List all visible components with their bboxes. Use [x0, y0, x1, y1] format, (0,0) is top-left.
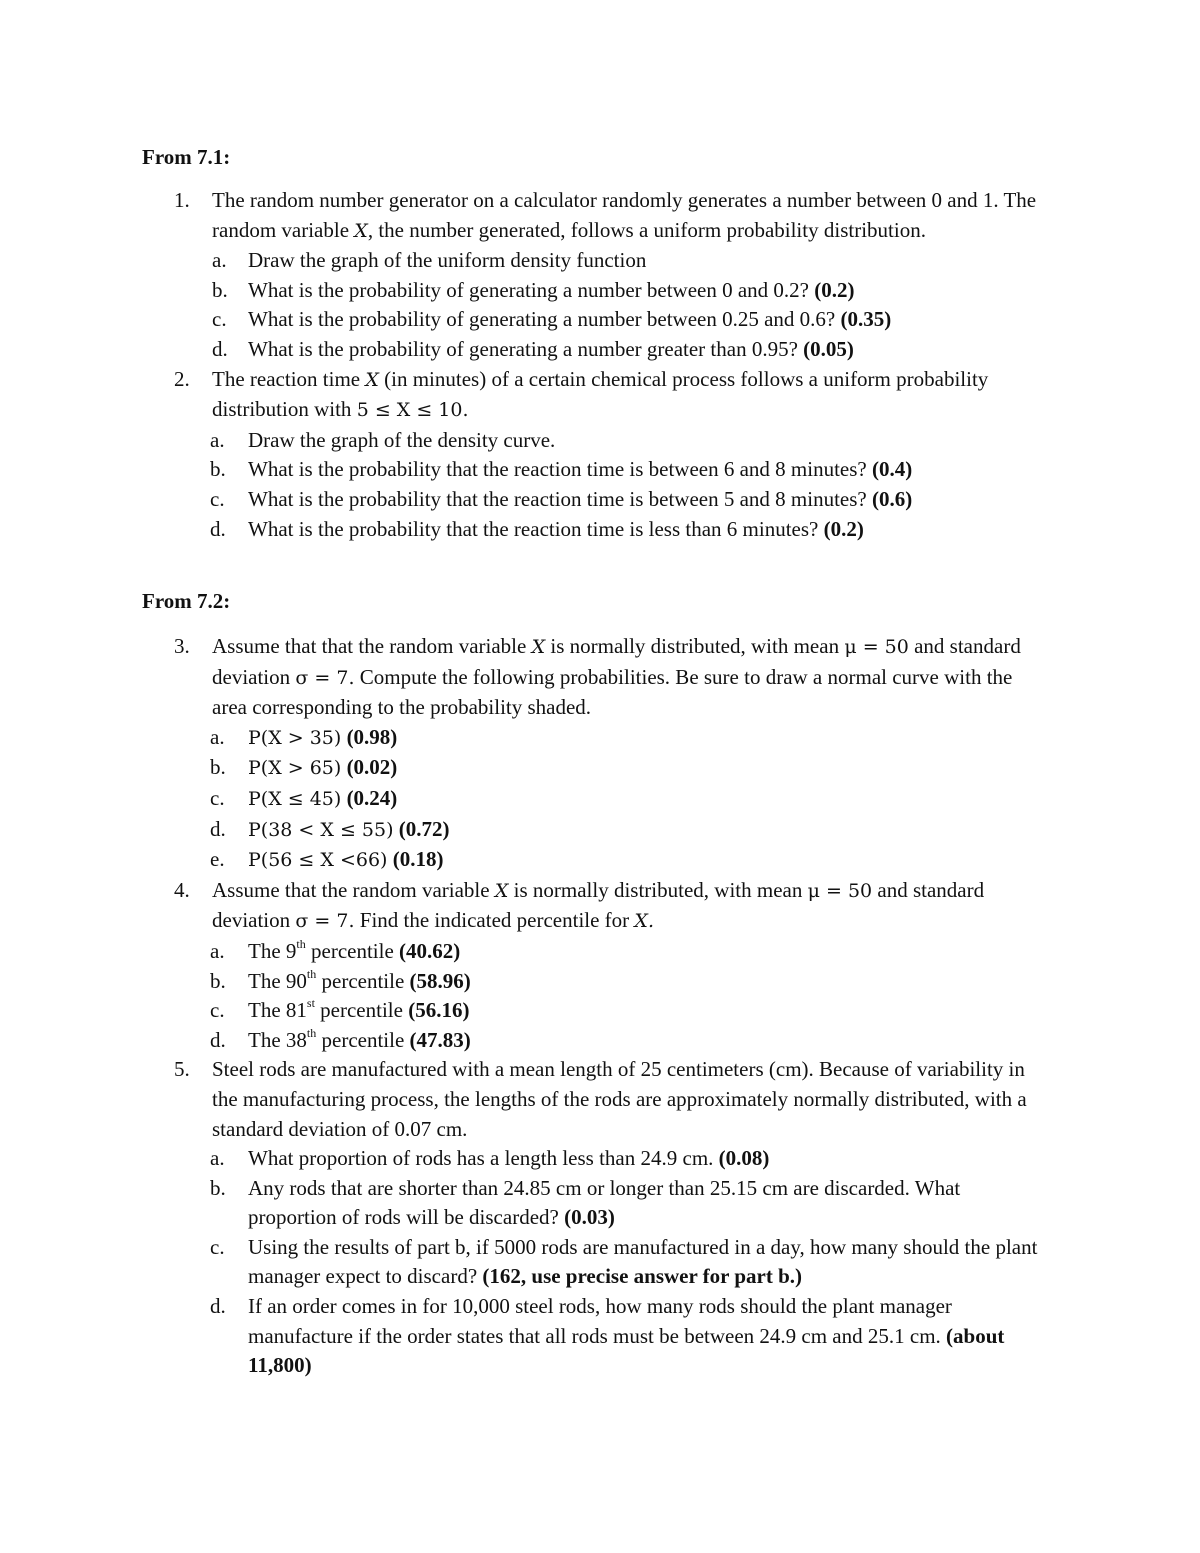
subquestion-letter: a.	[212, 248, 227, 273]
answer: (0.72)	[398, 816, 450, 841]
math-sd: σ = 7.	[295, 666, 355, 689]
question-4	[142, 876, 1042, 1056]
subquestion-letter: b.	[210, 968, 226, 993]
answer: (0.4)	[872, 457, 913, 482]
subquestion	[176, 1174, 1042, 1233]
subquestion	[176, 996, 1042, 1026]
subquestion-letter: c.	[210, 1234, 225, 1259]
answer: (40.62)	[399, 938, 461, 963]
subquestion	[176, 426, 1042, 456]
probability-expression: P(X > 35)	[248, 726, 342, 749]
question-3	[142, 632, 1042, 876]
math-variable: X	[494, 879, 509, 902]
subquestion-letter: c.	[210, 785, 225, 810]
subquestion-letter: b.	[212, 277, 228, 302]
ordinal-suffix: st	[306, 996, 315, 1011]
answer: (0.08)	[718, 1146, 770, 1171]
percentile-word: percentile	[321, 1027, 405, 1052]
subquestion-letter: c.	[210, 998, 225, 1023]
question-text-cont: is normally distributed, with mean	[550, 634, 840, 658]
subquestion	[176, 1144, 1042, 1174]
question-text-cont: and standard deviation	[212, 634, 1021, 689]
subquestion-letter: b.	[210, 755, 226, 780]
ordinal-suffix: th	[296, 936, 306, 951]
subquestion-text: What is the probability that the reaction time is less than 6 minutes?	[248, 516, 819, 541]
subquestion-letter: a.	[210, 724, 225, 749]
subquestion-list	[176, 937, 1042, 1055]
answer: (162, use precise answer for part b.)	[482, 1264, 803, 1289]
subquestion-letter: e.	[210, 847, 225, 872]
question-text: Assume that that the random variable	[212, 634, 527, 658]
subquestion-list	[176, 723, 1042, 876]
subquestion-text: What is the probability that the reaction time is between 6 and 8 minutes?	[248, 457, 867, 482]
math-mean: μ = 50	[807, 879, 873, 902]
subquestion	[176, 455, 1042, 485]
subquestion	[176, 937, 1042, 967]
math-mean: μ = 50	[844, 636, 909, 658]
question-1	[142, 186, 1042, 365]
answer: (about 11,800)	[248, 1323, 1005, 1378]
question-text-cont: and standard deviation	[212, 877, 985, 933]
answer: (0.05)	[803, 336, 854, 361]
subquestion	[176, 967, 1042, 997]
subquestion-letter: a.	[210, 1146, 225, 1171]
subquestion	[176, 753, 1042, 784]
subquestion	[176, 515, 1042, 545]
answer: (0.24)	[346, 785, 398, 810]
answer: (0.02)	[346, 755, 398, 780]
ordinal-suffix: th	[306, 1025, 317, 1040]
answer: (0.2)	[823, 516, 864, 541]
subquestion-letter: d.	[210, 1294, 226, 1319]
section-7-1-questions	[142, 186, 1042, 544]
percentile-label: The 9	[248, 938, 297, 963]
answer: (0.18)	[392, 847, 444, 872]
percentile-label: The 38	[248, 1027, 307, 1052]
section-heading-7-2: From 7.2:	[142, 589, 231, 613]
subquestion-letter: c.	[212, 307, 227, 332]
subquestion-letter: b.	[210, 1175, 226, 1200]
subquestion-text: What is the probability of generating a number between 0.25 and 0.6?	[248, 307, 836, 332]
answer: (58.96)	[409, 968, 471, 993]
answer: (0.98)	[346, 724, 398, 749]
math-variable: X	[365, 368, 379, 391]
math-variable: X	[531, 636, 546, 658]
subquestion	[176, 815, 1042, 846]
subquestion-list	[176, 1144, 1042, 1381]
subquestion	[212, 276, 1042, 306]
question-text-cont: is normally distributed, with mean	[513, 877, 803, 902]
subquestion-letter: d.	[210, 816, 226, 841]
subquestion-text: What is the probability of generating a number between 0 and 0.2?	[248, 277, 809, 302]
subquestion-letter: b.	[210, 457, 226, 482]
subquestion	[176, 1292, 1042, 1381]
subquestion-text: What is the probability that the reaction time is between 5 and 8 minutes?	[248, 486, 867, 511]
question-text: The reaction time	[212, 366, 361, 391]
answer: (0.35)	[840, 307, 892, 332]
percentile-word: percentile	[320, 998, 403, 1023]
question-2	[142, 365, 1042, 545]
question-number: 5.	[174, 1057, 190, 1082]
subquestion-list	[176, 426, 1042, 544]
question-text: Steel rods are manufactured with a mean length of 25 centimeters (cm). Because of variability in the manufacturing process, the lengths of the rods are approximately normally distributed, with a standard deviation of 0.07 cm.	[212, 1057, 1027, 1141]
question-number: 3.	[174, 634, 190, 658]
percentile-label: The 81	[248, 998, 307, 1023]
subquestion-letter: a.	[210, 427, 225, 452]
answer: (0.2)	[814, 277, 855, 302]
subquestion-letter: d.	[210, 1027, 226, 1052]
answer: (47.83)	[409, 1027, 471, 1052]
percentile-label: The 90	[248, 968, 307, 993]
question-text-cont: (in minutes) of a certain chemical process follows a uniform probability distribution with	[212, 366, 989, 422]
ordinal-suffix: th	[306, 966, 317, 981]
answer: (0.6)	[872, 486, 913, 511]
math-inequality: 5 ≤ X ≤ 10.	[356, 399, 469, 422]
question-number: 4.	[174, 877, 190, 902]
math-sd: σ = 7.	[295, 910, 355, 933]
subquestion	[176, 723, 1042, 754]
probability-expression: P(X ≤ 45)	[248, 787, 342, 810]
probability-expression: P(38 < X ≤ 55)	[248, 818, 394, 841]
subquestion-text: Draw the graph of the uniform density function	[248, 248, 647, 273]
subquestion	[176, 1026, 1042, 1056]
subquestion-text: Draw the graph of the density curve.	[248, 427, 556, 452]
section-heading-7-1: From 7.1:	[142, 145, 231, 169]
question-text: Assume that the random variable	[212, 877, 490, 902]
percentile-word: percentile	[321, 968, 405, 993]
question-number: 1.	[174, 188, 190, 212]
subquestion	[176, 485, 1042, 515]
math-variable: X	[354, 219, 368, 242]
subquestion-text: What proportion of rods has a length less than 24.9 cm.	[248, 1146, 714, 1171]
subquestion-text: Using the results of part b, if 5000 rods are manufactured in a day, how many should the plant manager expect to discard?	[248, 1234, 1038, 1289]
answer: (56.16)	[408, 998, 470, 1023]
question-number: 2.	[174, 366, 190, 391]
subquestion	[212, 246, 1042, 276]
subquestion-list	[212, 246, 1042, 364]
subquestion-text: What is the probability of generating a number greater than 0.95?	[248, 336, 798, 361]
question-text-cont: Compute the following probabilities. Be sure to draw a normal curve with the area corresponding to the probability shaded.	[212, 664, 1013, 720]
subquestion	[176, 784, 1042, 815]
answer: (0.03)	[564, 1205, 615, 1230]
probability-expression: P(56 ≤ X <66)	[248, 849, 388, 872]
subquestion-letter: a.	[210, 938, 225, 963]
question-text: The random number generator on a calculator randomly generates a number between 0 and 1. The random variable	[212, 188, 1037, 242]
percentile-word: percentile	[311, 938, 394, 963]
question-5	[142, 1055, 1042, 1381]
subquestion	[176, 1233, 1042, 1292]
math-variable: X.	[634, 910, 654, 933]
subquestion	[212, 305, 1042, 335]
probability-expression: P(X > 65)	[248, 757, 342, 780]
subquestion	[212, 335, 1042, 365]
subquestion-letter: c.	[210, 486, 225, 511]
question-text-cont: Find the indicated percentile for	[359, 908, 630, 933]
subquestion	[176, 845, 1042, 876]
subquestion-letter: d.	[212, 336, 228, 361]
subquestion-text: If an order comes in for 10,000 steel rods, how many rods should the plant manager manufacture if the order states that all rods must be between 24.9 cm and 25.1 cm.	[248, 1294, 952, 1348]
subquestion-letter: d.	[210, 516, 226, 541]
subquestion-text: Any rods that are shorter than 24.85 cm or longer than 25.15 cm are discarded. What proportion of rods will be discarded?	[248, 1175, 961, 1230]
question-text-cont: , the number generated, follows a uniform probability distribution.	[367, 217, 926, 242]
section-7-2-questions	[142, 632, 1042, 1381]
